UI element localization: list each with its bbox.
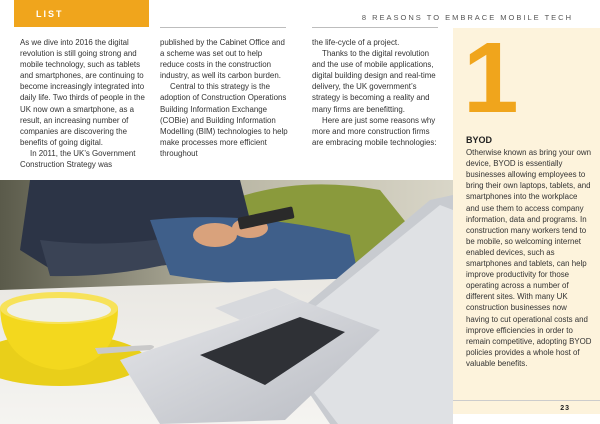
sidebar-body: Otherwise known as bring your own device, BYOD is essentially businesses allowing employees to bring their own laptops, tablets, and smartphones into the workplace and use them to access company information, data and programs. In construction many workers tend to be mobile, so welcoming internet enabled devices, such as smartphones and tablets, can help improve productivity for those operating across a number of different sites. With many UK construction businesses now having to cut operational costs and improve efficiencies in order to remain competitive, adopting BYOD policies provides a whole host of valuable benefits. [466, 148, 592, 368]
list-number: 1 [463, 22, 519, 134]
body-paragraph: published by the Cabinet Office and a scheme was set out to help reduce costs in the construction industry, as well its carbon burden. [160, 38, 285, 81]
body-column-1 [20, 37, 148, 170]
body-paragraph: Thanks to the digital revolution and the use of mobile applications, digital building design and real-time delivery, the UK government’s strategy is becoming a reality and many firms are benefitting. [312, 49, 436, 114]
header-rule-1 [160, 27, 286, 28]
sidebar-text-block [466, 135, 592, 369]
running-head: 8 REASONS TO EMBRACE MOBILE TECH [361, 13, 573, 22]
body-paragraph: the life-cycle of a project. [312, 38, 400, 47]
body-paragraph: Here are just some reasons why more and more construction firms are embracing mobile technologies: [312, 115, 437, 147]
body-paragraph: In 2011, the UK’s Government Construction Strategy was [20, 148, 136, 170]
section-tag [14, 0, 149, 27]
page-number: 23 [560, 405, 570, 412]
sidebar-title: BYOD [466, 135, 493, 145]
footer-rule [453, 400, 600, 401]
body-paragraph: Central to this strategy is the adoption of Construction Operations Building Information Exchange (COBie) and Building Information Modelling (BIM) technologies to help make processes more efficient throughout [160, 82, 288, 158]
body-column-3 [312, 37, 440, 148]
section-tag-label: LIST [36, 8, 64, 19]
photo-laptop-coffee [0, 180, 453, 424]
body-column-2 [160, 37, 288, 159]
header-rule-2 [312, 27, 438, 28]
body-paragraph: As we dive into 2016 the digital revolution is still going strong and mobile technology, such as tablets and smartphones, are continuing to become increasingly integrated into daily life. Two thirds of people in the UK now own a smartphone, as a result, an increasing number of companies are discovering the benefits of going digital. [20, 38, 145, 147]
